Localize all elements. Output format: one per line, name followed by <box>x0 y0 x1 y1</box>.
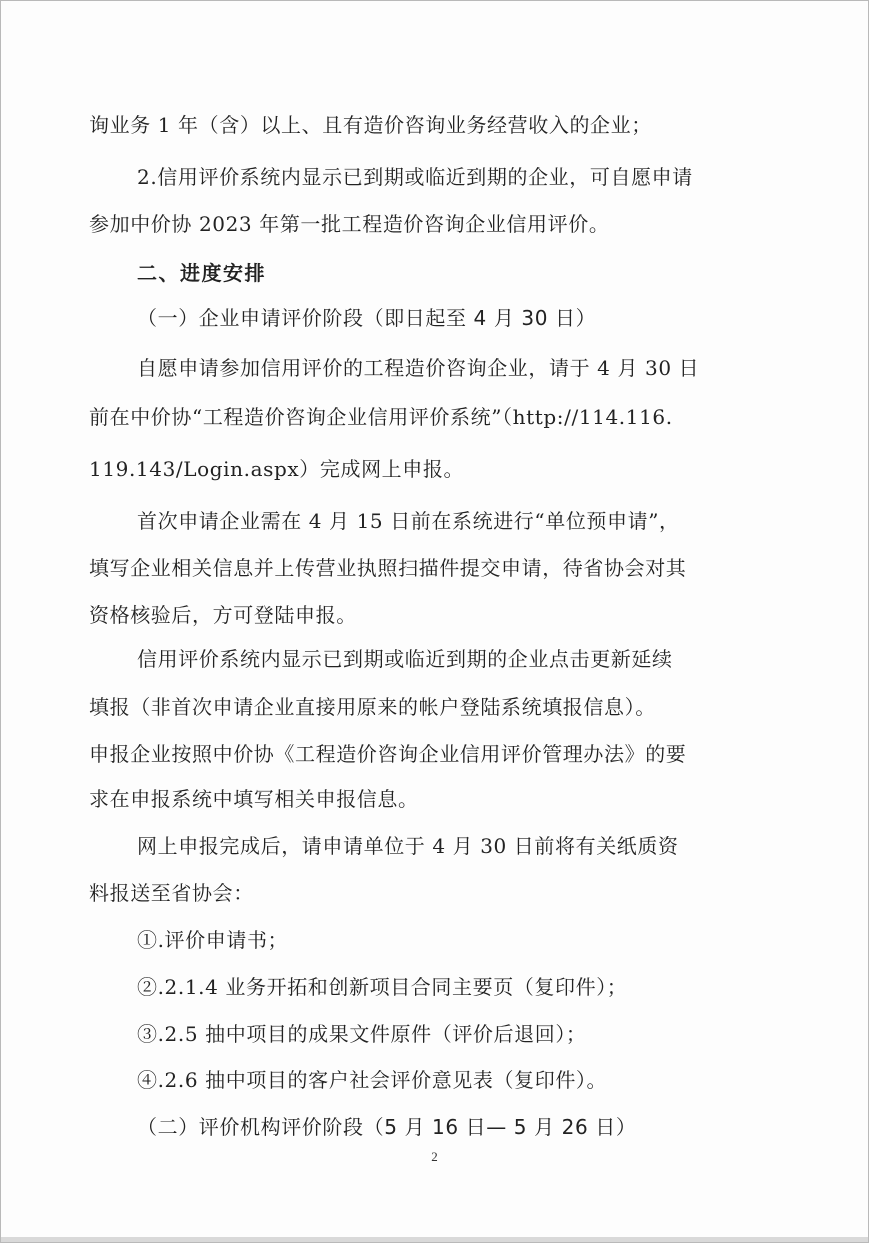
body-line: 填报（非首次申请企业直接用原来的帐户登陆系统填报信息）。 <box>89 695 656 719</box>
page-bottom-edge <box>1 1237 868 1242</box>
body-line: 网上申报完成后，请申请单位于 4 月 30 日前将有关纸质资 <box>137 834 679 858</box>
body-line: 前在中价协“工程造价咨询企业信用评价系统”（http://114.116. <box>89 405 673 429</box>
body-line: 填写企业相关信息并上传营业执照扫描件提交申请，待省协会对其 <box>89 556 687 580</box>
body-line: 信用评价系统内显示已到期或临近到期的企业点击更新延续 <box>137 647 673 671</box>
body-line: 2.信用评价系统内显示已到期或临近到期的企业，可自愿申请 <box>137 165 693 189</box>
body-line: 求在申报系统中填写相关申报信息。 <box>89 787 419 811</box>
subsection-heading: （二）评价机构评价阶段（5 月 16 日— 5 月 26 日） <box>137 1115 637 1139</box>
body-line: 料报送至省协会： <box>89 881 254 905</box>
subsection-heading: （一）企业申请评价阶段（即日起至 4 月 30 日） <box>137 306 597 330</box>
body-line: 申报企业按照中价协《工程造价咨询企业信用评价管理办法》的要 <box>89 742 687 766</box>
page-number: 2 <box>431 1149 438 1164</box>
section-heading: 二、进度安排 <box>137 261 266 285</box>
body-line: 参加中价协 2023 年第一批工程造价咨询企业信用评价。 <box>89 212 610 236</box>
body-line: 119.143/Login.aspx）完成网上申报。 <box>89 457 465 481</box>
list-item: ②.2.1.4 业务开拓和创新项目合同主要页（复印件）； <box>137 975 628 999</box>
body-line: 首次申请企业需在 4 月 15 日前在系统进行“单位预申请”， <box>137 509 680 533</box>
list-item: ③.2.5 抽中项目的成果文件原件（评价后退回）； <box>137 1022 587 1046</box>
body-line: 自愿申请参加信用评价的工程造价咨询企业，请于 4 月 30 日 <box>137 356 700 380</box>
body-line: 资格核验后，方可登陆申报。 <box>89 603 357 627</box>
body-line: 询业务 1 年（含）以上、且有造价咨询业务经营收入的企业； <box>89 113 652 137</box>
list-item: ④.2.6 抽中项目的客户社会评价意见表（复印件）。 <box>137 1068 608 1092</box>
list-item: ①.评价申请书； <box>137 928 289 952</box>
